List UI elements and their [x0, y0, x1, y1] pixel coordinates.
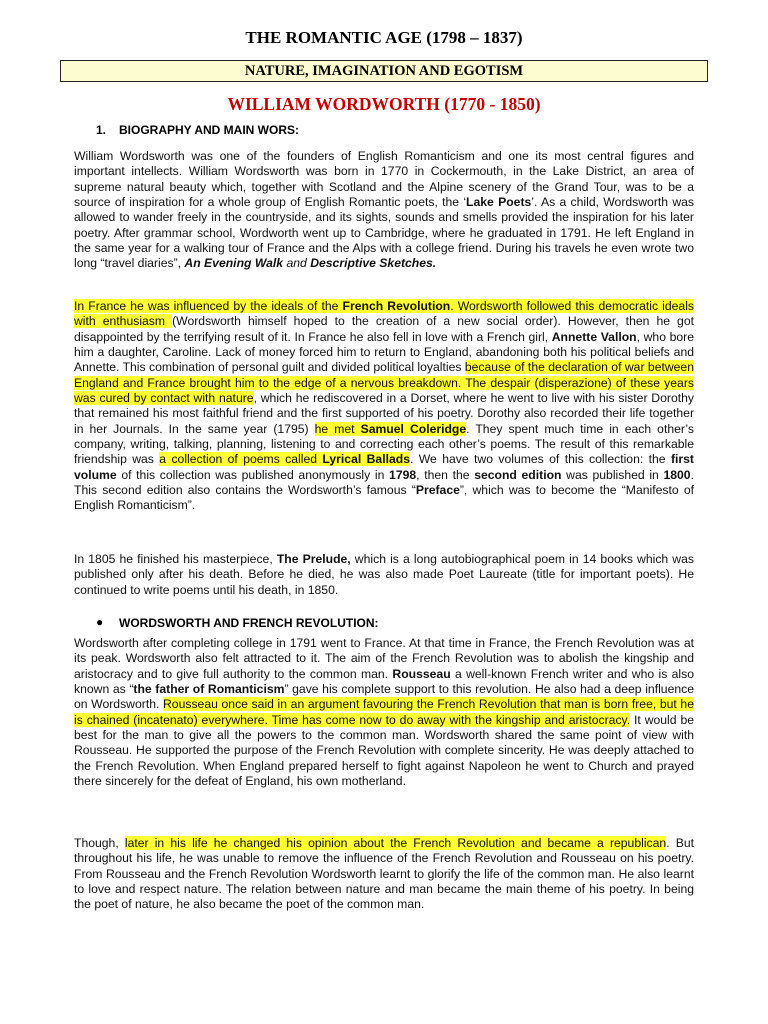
paragraph-french-revolution: In France he was influenced by the ideals of the French Revolution. Wordsworth followed this democratic ideals with enthusiasm (Wordsworth himself hoped to the creation of a new social order). However, then he got disappointed by the terrifying result of it. In France he also fell in love with a French girl, Annette Vallon, who bore him a daughter, Caroline. Lack of money forced him to return to England, abandoning both his political beliefs and Annette. This combination of personal guilt and divided political loyalties because of the declaration of war between England and France brought him to the edge of a nervous breakdown. The despair (disperazione) of these years was cured by contact with nature, which he rediscovered in a Dorset, where he went to live with his sister Dorothy that remained his most faithful friend and the first supported of his poetry. Dorothy also recorded their life together in her Journals. In the same year (1795) he met Samuel Coleridge. They spent much time in each other’s company, writing, talking, planning, listening to and correcting each other’s poems. The result of this remarkable friendship was a collection of poems called Lyrical Ballads. We have two volumes of this collection: the first volume of this collection was published anonymously in 1798, then the second edition was published in 1800. This second edition also contains the Wordsworth’s famous “Preface”, which was to become the “Manifesto of English Romanticism”.	[74, 299, 695, 513]
paragraph-republican: Though, later in his life he changed his opinion about the French Revolution and became a republican. But throughout his life, he was unable to remove the influence of the French Revolution and Rousseau on his poetry. From Rousseau and the French Revolution Wordsworth learnt to glorify the life of the common man. He also learnt to love and respect nature. The relation between nature and man became the main theme of his poetry. In being the poet of nature, he also became the poet of the common man.	[74, 836, 695, 912]
page-title: THE ROMANTIC AGE (1798 – 1837)	[245, 28, 523, 47]
section-label: BIOGRAPHY AND MAIN WORS:	[119, 123, 299, 137]
theme-banner: NATURE, IMAGINATION AND EGOTISM	[60, 60, 708, 82]
paragraph-prelude: In 1805 he finished his masterpiece, The Prelude, which is a long autobiographical poem in 14 books which was published only after his death. Before he died, he was also made Poet Laureate (title for important poets). He continued to write poems until his death, in 1850.	[74, 552, 694, 597]
paragraph-wordsworth-revolution: Wordsworth after completing college in 1791 went to France. At that time in France, the French Revolution was at its peak. Wordsworth also felt attracted to it. The aim of the French Revolution was to abolish the kingship and aristocracy and to give full authority to the common man. Rousseau a well-known French writer and who is also known as “the father of Romanticism” gave his complete support to this revolution. He also had a deep influence on Wordsworth. Rousseau once said in an argument favouring the French Revolution that man is born free, but he is chained (incatenato) everywhere. Time has come now to do away with the kingship and aristocracy. It would be best for the man to give all the powers to the common man. Wordsworth shared the same point of view with Rousseau. He supported the purpose of the French Revolution with complete sincerity. He was deeply attached to the French Revolution. When England prepared herself to fight against Napoleon he went to Church and prayed there sincerely for the defeat of England, his own motherland.	[74, 636, 694, 789]
section-number: 1.	[96, 123, 107, 137]
author-heading: WILLIAM WORDWORTH (1770 - 1850)	[227, 94, 541, 114]
paragraph-biography: William Wordsworth was one of the founders of English Romanticism and one its most central figures and important intellects. William Wordsworth was born in 1770 in Cockermouth, in the Lake District, an area of supreme natural beauty which, together with Scotland and the Alpine scenery of the Grand Tour, was to be a source of inspiration for a whole group of English Romantic poets, the ‘Lake Poets’. As a child, Wordsworth was allowed to wander freely in the countryside, and its sights, sounds and smells provided the inspiration for his later poetry. After grammar school, Wordworth went up to Cambridge, where he graduated in 1791. He left England in the same year for a walking tour of France and the Alps with a college friend. During his travels he even wrote two long “travel diaries”, An Evening Walk and Descriptive Sketches.	[74, 149, 694, 271]
section-label: WORDSWORTH AND FRENCH REVOLUTION:	[119, 616, 379, 630]
bullet-icon: ●	[96, 615, 104, 629]
